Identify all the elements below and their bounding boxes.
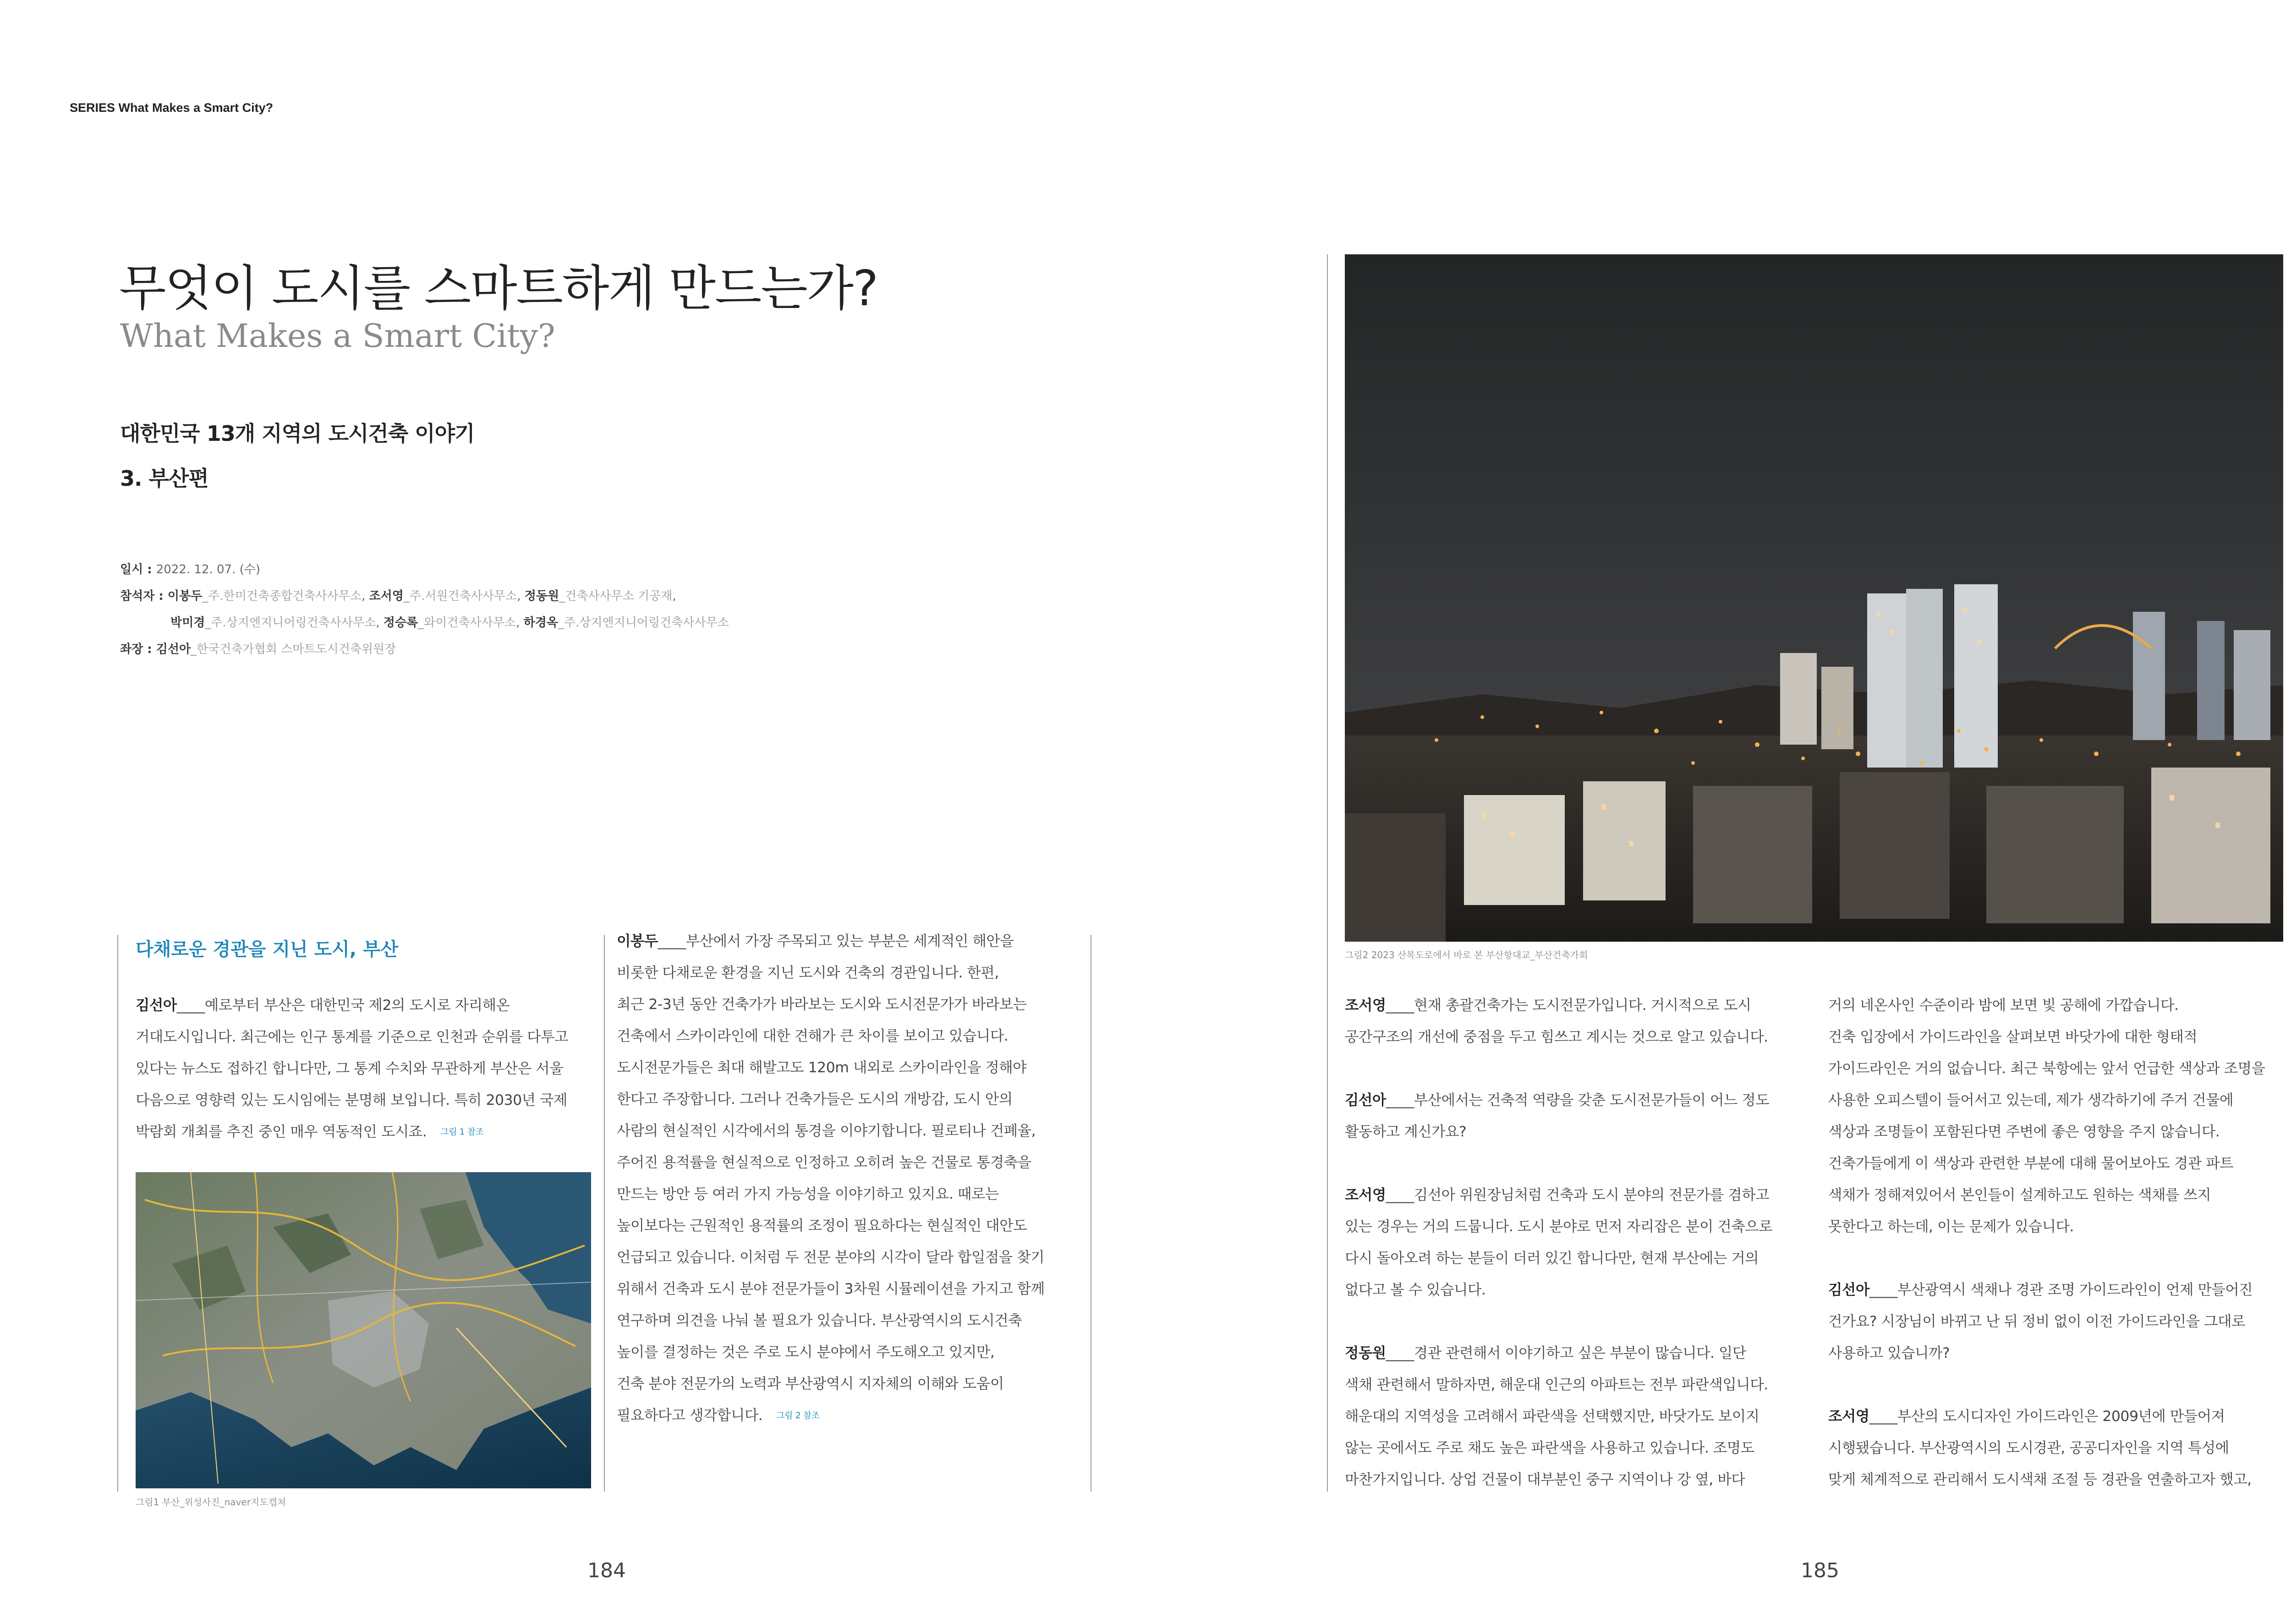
text-line: 마찬가지입니다. 상업 건물이 대부분인 중구 지역이나 강 옆, 바다 — [1345, 1471, 1745, 1488]
participant-name: 정동원 — [524, 589, 559, 603]
subtitle-line-2: 3. 부산편 — [120, 466, 208, 491]
page-number-right: 185 — [1801, 1559, 1839, 1582]
night-city-photo — [1345, 254, 2283, 942]
text-line-content: 경관 관련해서 이야기하고 싶은 부분이 많습니다. 일단 — [1414, 1345, 1746, 1361]
text-line: 조서영____현재 총괄건축가는 도시전문가입니다. 거시적으로 도시 — [1345, 997, 1751, 1014]
text-line: 건축에서 스카이라인에 대한 견해가 큰 차이를 보이고 있습니다. — [617, 1028, 1008, 1044]
text-line: 거대도시입니다. 최근에는 인구 통계를 기준으로 인천과 순위를 다투고 — [136, 1029, 569, 1045]
participant-org: _주.한미건축종합건축사사무소 — [202, 589, 362, 603]
text-line-content: 부산에서 가장 주목되고 있는 부분은 세계적인 해안을 — [685, 933, 1014, 949]
text-line: 다시 돌아오려 하는 분들이 더러 있긴 합니다만, 현재 부산에는 거의 — [1345, 1250, 1759, 1267]
speaker-name: 이봉두 — [617, 933, 658, 949]
text-line: 건축가들에게 이 색상과 관련한 부분에 대해 물어보아도 경관 파트 — [1828, 1155, 2234, 1172]
participant-org: _건축사사무소 기공재 — [559, 589, 673, 603]
participants-label: 참석자 : — [120, 589, 168, 603]
satellite-photo — [136, 1172, 591, 1488]
text-line-content: 부산광역시 색채나 경관 조명 가이드라인이 언제 만들어진 — [1897, 1282, 2253, 1298]
page-number-left: 184 — [587, 1559, 626, 1582]
speaker-name: 조서영 — [1345, 997, 1386, 1014]
speaker-name: 김선아 — [1828, 1282, 1869, 1298]
participant-org: _주.서원건축사사무소 — [403, 589, 517, 603]
text-line: 색상과 조명들이 포함된다면 주변에 좋은 영향을 주지 않습니다. — [1828, 1124, 2220, 1140]
column-rule — [117, 935, 118, 1492]
text-line — [617, 1400, 1045, 1432]
column-1-text — [136, 990, 568, 1148]
column-4-text — [1828, 990, 2265, 1496]
text-line: 주어진 용적률을 현실적으로 인정하고 오히려 높은 건물로 통경축을 — [617, 1154, 1031, 1171]
night-city-image — [1345, 254, 2283, 942]
figure-2-caption: 그림2 2023 산복도로에서 바로 본 부산항대교_부산건축가회 — [1345, 949, 1588, 960]
text-line: 건축 분야 전문가의 노력과 부산광역시 지자체의 이해와 도움이 — [617, 1376, 1004, 1392]
participant-org: _와이건축사사무소 — [418, 616, 516, 630]
column-2-text — [617, 926, 1045, 1432]
text-line-content: 현재 총괄건축가는 도시전문가입니다. 거시적으로 도시 — [1414, 997, 1751, 1014]
chair-org: _한국건축가협회 스마트도시건축위원장 — [191, 642, 396, 656]
text-line-blank — [1828, 1369, 2265, 1401]
text-line: 정동원____경관 관련해서 이야기하고 싶은 부분이 많습니다. 일단 — [1345, 1345, 1746, 1361]
text-line: 사용한 오피스텔이 들어서고 있는데, 제가 생각하기에 주거 건물에 — [1828, 1092, 2234, 1108]
participant-name: 하경옥 — [523, 616, 558, 630]
satellite-image — [136, 1172, 591, 1488]
section-heading: 다채로운 경관을 지닌 도시, 부산 — [136, 939, 399, 960]
speaker-name: 정동원 — [1345, 1345, 1386, 1361]
text-line-blank — [1828, 1243, 2265, 1274]
speaker-name: 조서영 — [1345, 1187, 1386, 1203]
text-line: 공간구조의 개선에 중점을 두고 힘쓰고 계시는 것으로 알고 있습니다. — [1345, 1029, 1768, 1045]
text-line: 활동하고 계신가요? — [1345, 1124, 1467, 1140]
text-line: 없다고 볼 수 있습니다. — [1345, 1282, 1486, 1298]
text-line: 비롯한 다채로운 환경을 지닌 도시와 건축의 경관입니다. 한편, — [617, 965, 999, 981]
text-line-content: 박람회 개최를 추진 중인 매우 역동적인 도시죠. — [136, 1124, 427, 1140]
text-line-blank — [1345, 1306, 1772, 1338]
meta-participants-1: 참석자 : 이봉두_주.한미건축종합건축사사무소, 조서영_주.서원건축사사무소, 정동원_건축사사무소 기공재, — [120, 589, 676, 603]
text-line: 있는 경우는 거의 드뭅니다. 도시 분야로 먼저 자리잡은 분이 건축으로 — [1345, 1218, 1773, 1235]
column-3-text — [1345, 990, 1772, 1496]
participant-org: _주.상지엔지니어링건축사사무소 — [558, 616, 729, 630]
text-line: 못한다고 하는데, 이는 문제가 있습니다. — [1828, 1218, 2074, 1235]
text-line: 건가요? 시장님이 바뀌고 난 뒤 정비 없이 이전 가이드라인을 그대로 — [1828, 1313, 2245, 1330]
text-line: 시행됐습니다. 부산광역시의 도시경관, 공공디자인을 지역 특성에 — [1828, 1440, 2229, 1456]
text-line: 가이드라인은 거의 없습니다. 최근 북항에는 앞서 언급한 색상과 조명을 — [1828, 1060, 2265, 1077]
speaker-name: 김선아 — [1345, 1092, 1386, 1108]
text-line: 언급되고 있습니다. 이처럼 두 전문 분야의 시각이 달라 합일점을 찾기 — [617, 1249, 1045, 1266]
text-line — [136, 1116, 568, 1148]
page-title-english: What Makes a Smart City? — [120, 317, 555, 355]
figure-1-caption: 그림1 부산_위성사진_naver지도캡쳐 — [136, 1497, 286, 1508]
text-line: 김선아____부산광역시 색채나 경관 조명 가이드라인이 언제 만들어진 — [1828, 1282, 2253, 1298]
text-line: 사람의 현실적인 시각에서의 통경을 이야기합니다. 필로티나 건폐율, — [617, 1123, 1036, 1139]
text-line: 거의 네온사인 수준이라 밤에 보면 빛 공해에 가깝습니다. — [1828, 997, 2179, 1014]
text-line: 김선아____부산에서는 건축적 역량을 갖춘 도시전문가들이 어느 정도 — [1345, 1092, 1770, 1108]
column-rule — [604, 935, 605, 1492]
text-line: 높이를 결정하는 것은 주로 도시 분야에서 주도해오고 있지만, — [617, 1344, 995, 1361]
meta-chair — [120, 640, 396, 657]
meta-date — [120, 560, 260, 577]
text-line: 있다는 뉴스도 접하긴 합니다만, 그 통계 수치와 무관하게 부산은 서울 — [136, 1060, 564, 1077]
text-line-content: 필요하다고 생각합니다. — [617, 1407, 763, 1424]
date-value: 2022. 12. 07. (수) — [156, 563, 261, 576]
text-line: 건축 입장에서 가이드라인을 살펴보면 바닷가에 대한 형태적 — [1828, 1029, 2198, 1045]
participant-name: 박미경 — [170, 616, 205, 630]
speaker-name: 조서영 — [1828, 1408, 1869, 1425]
participant-name: 정승록 — [383, 616, 418, 630]
text-line: 김선아____예로부터 부산은 대한민국 제2의 도시로 자리해온 — [136, 997, 510, 1014]
text-line-content: 부산의 도시디자인 가이드라인은 2009년에 만들어져 — [1897, 1408, 2225, 1425]
text-line: 조서영____부산의 도시디자인 가이드라인은 2009년에 만들어져 — [1828, 1408, 2225, 1425]
chair-name: 김선아 — [156, 642, 191, 656]
text-line: 사용하고 있습니까? — [1828, 1345, 1950, 1361]
text-line: 도시전문가들은 최대 해발고도 120m 내외로 스카이라인을 정해야 — [617, 1059, 1027, 1076]
text-line: 맞게 체계적으로 관리해서 도시색채 조절 등 경관을 연출하고자 했고, — [1828, 1471, 2252, 1488]
text-line: 해운대의 지역성을 고려해서 파란색을 선택했지만, 바닷가도 보이지 — [1345, 1408, 1759, 1425]
column-rule — [1327, 254, 1328, 1492]
text-line: 조서영____김선아 위원장님처럼 건축과 도시 분야의 전문가를 겸하고 — [1345, 1187, 1770, 1203]
text-line-content: 김선아 위원장님처럼 건축과 도시 분야의 전문가를 겸하고 — [1414, 1187, 1770, 1203]
text-line-blank — [1345, 1053, 1772, 1085]
speaker-name: 김선아 — [136, 997, 177, 1014]
series-tag: SERIES What Makes a Smart City? — [70, 101, 274, 115]
text-line: 다음으로 영향력 있는 도시임에는 분명해 보입니다. 특히 2030년 국제 — [136, 1092, 567, 1108]
text-line: 연구하며 의견을 나눠 볼 필요가 있습니다. 부산광역시의 도시건축 — [617, 1312, 1022, 1329]
text-line: 최근 2-3년 동안 건축가가 바라보는 도시와 도시전문가가 바라보는 — [617, 996, 1027, 1013]
participant-org: _주.상지엔지니어링건축사사무소 — [205, 616, 376, 630]
text-line: 한다고 주장합니다. 그러나 건축가들은 도시의 개방감, 도시 안의 — [617, 1091, 1013, 1108]
text-line: 위해서 건축과 도시 분야 전문가들이 3차원 시뮬레이션을 가지고 함께 — [617, 1281, 1045, 1297]
text-line-content: 부산에서는 건축적 역량을 갖춘 도시전문가들이 어느 정도 — [1414, 1092, 1770, 1108]
text-line-content: 예로부터 부산은 대한민국 제2의 도시로 자리해온 — [204, 997, 510, 1014]
meta-participants-2: 박미경_주.상지엔지니어링건축사사무소, 정승록_와이건축사사무소, 하경옥_주.상지엔지니어링건축사사무소 — [170, 616, 729, 630]
date-label: 일시 : — [120, 563, 156, 576]
text-line: 색채 관련해서 말하자면, 해운대 인근의 아파트는 전부 파란색입니다. — [1345, 1377, 1768, 1393]
figure-reference: 그림 2 참조 — [776, 1410, 820, 1421]
text-line: 높이보다는 근원적인 용적률의 조정이 필요하다는 현실적인 대안도 — [617, 1218, 1027, 1234]
page-title: 무엇이 도시를 스마트하게 만드는가? — [119, 260, 878, 317]
participant-name: 조서영 — [369, 589, 404, 603]
text-line: 만드는 방안 등 여러 가지 가능성을 이야기하고 있지요. 때로는 — [617, 1186, 999, 1202]
figure-reference: 그림 1 참조 — [440, 1127, 484, 1137]
text-line: 이봉두____부산에서 가장 주목되고 있는 부분은 세계적인 해안을 — [617, 933, 1014, 949]
text-line: 색채가 정해져있어서 본인들이 설계하고도 원하는 색채를 쓰지 — [1828, 1187, 2211, 1203]
text-line-blank — [1345, 1148, 1772, 1180]
chair-label: 좌장 : — [120, 642, 156, 656]
text-line: 않는 곳에서도 주로 채도 높은 파란색을 사용하고 있습니다. 조명도 — [1345, 1440, 1754, 1456]
participant-name: 이봉두 — [167, 589, 203, 603]
subtitle-line-1: 대한민국 13개 지역의 도시건축 이야기 — [120, 421, 475, 446]
